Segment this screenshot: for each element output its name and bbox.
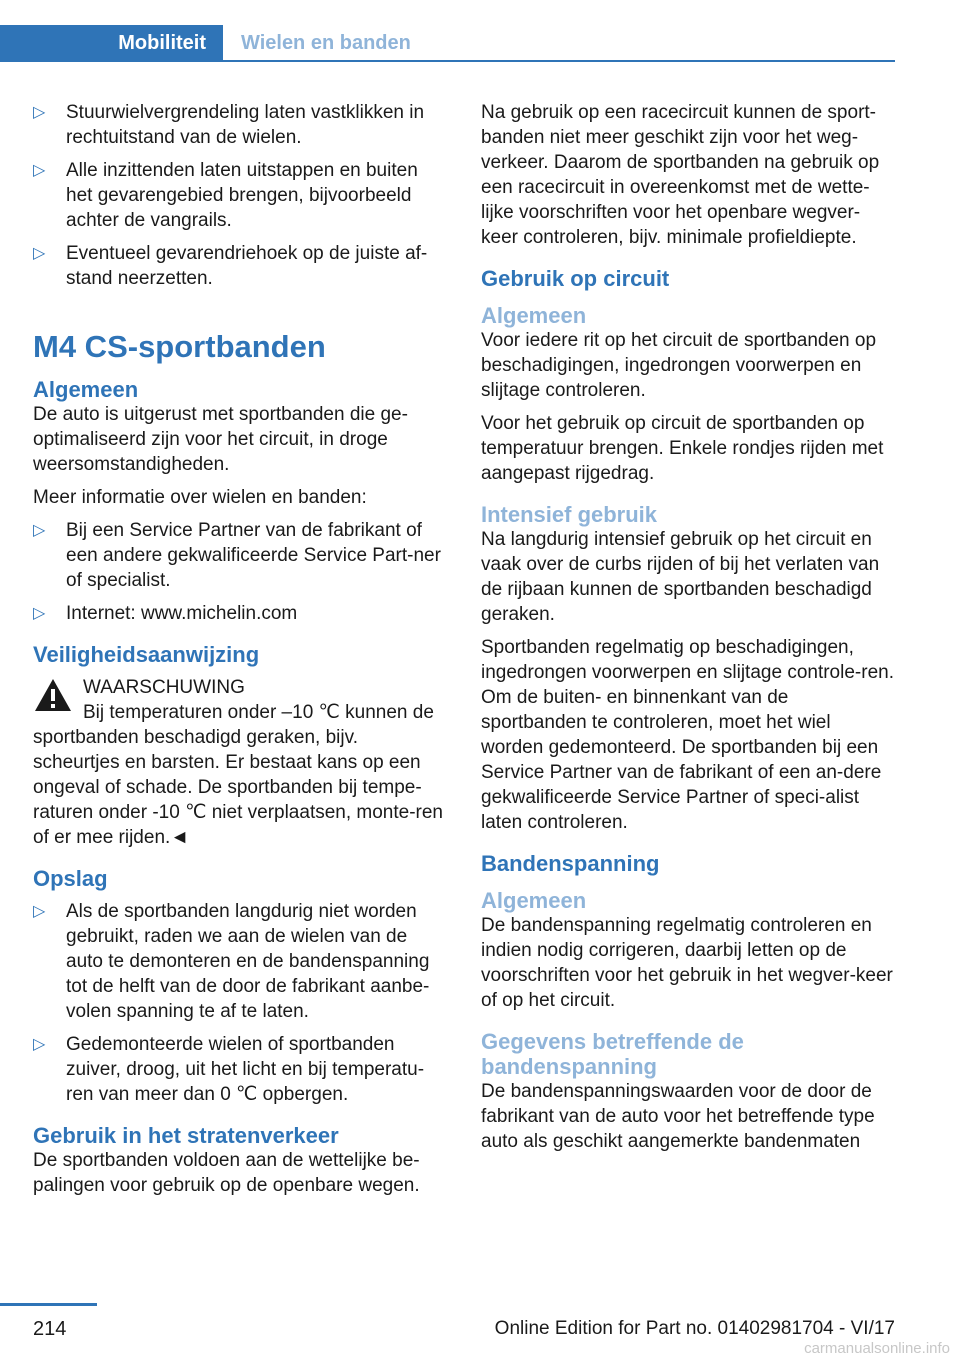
header-divider bbox=[0, 60, 895, 62]
opslag-heading: Opslag bbox=[33, 866, 108, 891]
intensief-text-1: Na langdurig intensief gebruik op het circuit en vaak over de curbs rijden of bij het verlaten van de rijbaan kunnen de sportbanden beschadigd geraken. bbox=[481, 529, 880, 625]
stratenverkeer-heading: Gebruik in het stratenverkeer bbox=[33, 1123, 339, 1148]
list-item: ▷ Stuurwielvergrendeling laten vastklikken in rechtuitstand van de wielen. bbox=[33, 100, 448, 150]
list-item: ▷ Eventueel gevarendriehoek op de juiste af‐stand neerzetten. bbox=[33, 241, 448, 291]
circuit-algemeen-text-1: Voor iedere rit op het circuit de sportbanden op beschadigingen, ingedrongen voorwerpen en slijtage controleren. bbox=[481, 330, 877, 401]
warning-text: Bij temperaturen onder –10 ℃ kunnen de sportbanden beschadigd geraken, bijv. scheurtjes en barsten. Er bestaat kans op een ongeval of schade. De sportbanden bij tempe‐raturen onder -10 ℃ niet verplaatsen, monte‐ren of er mee rijden.◄ bbox=[33, 702, 444, 848]
list-item: ▷ Internet: www.michelin.com bbox=[33, 601, 448, 626]
circuit-algemeen-heading: Algemeen bbox=[481, 303, 587, 328]
gegevens-text: De bandenspanningswaarden voor de door de fabrikant van de auto voor het betreffende type auto als geschikt aangemerkte bandenmaten bbox=[481, 1081, 875, 1152]
page-number: 214 bbox=[33, 1318, 67, 1340]
meer-info-text: Meer informatie over wielen en banden: bbox=[33, 487, 367, 508]
page-header bbox=[0, 0, 960, 62]
intro-text: Na gebruik op een racecircuit kunnen de sport‐banden niet meer geschikt zijn voor het weg‐verkeer. Daarom de sportbanden na gebruik op een racecircuit in overeenkomst met de wette‐lijke voorschriften voor het openbare wegver‐keer controleren, bijv. minimale profieldiepte. bbox=[481, 102, 880, 248]
footer-divider bbox=[0, 1303, 97, 1306]
intensief-heading: Intensief gebruik bbox=[481, 502, 658, 527]
edition-text: Online Edition for Part no. 01402981704 - VI/17 bbox=[494, 1318, 895, 1339]
watermark: carmanualsonline.info bbox=[804, 1340, 950, 1357]
info-bullet-list bbox=[33, 518, 448, 626]
bandenspanning-heading: Bandenspanning bbox=[481, 851, 660, 876]
opslag-bullet-list bbox=[33, 899, 448, 1107]
section-title: M4 CS-sportbanden bbox=[33, 329, 326, 364]
stratenverkeer-text: De sportbanden voldoen aan de wettelijke be‐palingen voor gebruik op de openbare wegen. bbox=[33, 1150, 420, 1196]
warning-triangle-icon bbox=[33, 677, 73, 713]
intensief-text-2: Sportbanden regelmatig op beschadigingen, ingedrongen voorwerpen en slijtage controle‐ren. Om de buiten- en binnenkant van de sportbanden te controleren, moet het wiel worden gedemonteerd. De sportbanden bij een Service Partner van de fabrikant of een an‐dere gekwalificeerde Service Partner of speci‐alist laten controleren. bbox=[481, 637, 894, 833]
algemeen-heading: Algemeen bbox=[33, 377, 139, 402]
list-item: ▷ Gedemonteerde wielen of sportbanden zuiver, droog, uit het licht en bij temperatu‐ren van meer dan 0 ℃ opbergen. bbox=[33, 1032, 448, 1107]
veiligheid-heading: Veiligheidsaanwijzing bbox=[33, 642, 260, 667]
tab-wielen-en-banden[interactable]: Wielen en banden bbox=[241, 31, 411, 54]
list-item: ▷ Als de sportbanden langdurig niet worden gebruikt, raden we aan de wielen van de auto te demonteren en de bandenspanning tot de helft van de door de fabrikant aanbe‐volen spanning te af te laten. bbox=[33, 899, 448, 1024]
tab-mobiliteit[interactable]: Mobiliteit bbox=[0, 25, 223, 61]
list-item: ▷ Bij een Service Partner van de fabrikant of een andere gekwalificeerde Service Part‐ner of specialist. bbox=[33, 518, 448, 593]
warning-label: WAARSCHUWING bbox=[83, 677, 245, 698]
right-column bbox=[481, 100, 895, 1162]
warning-block bbox=[33, 675, 448, 850]
list-item: ▷ Alle inzittenden laten uitstappen en buiten het gevarengebied brengen, bijvoorbeeld achter de vangrails. bbox=[33, 158, 448, 233]
top-bullet-list bbox=[33, 100, 448, 291]
algemeen-text: De auto is uitgerust met sportbanden die ge‐optimaliseerd zijn voor het circuit, in droge weersomstandigheden. bbox=[33, 404, 408, 475]
circuit-heading: Gebruik op circuit bbox=[481, 266, 670, 291]
bandenspanning-algemeen-heading: Algemeen bbox=[481, 888, 587, 913]
bandenspanning-algemeen-text: De bandenspanning regelmatig controleren en indien nodig corrigeren, daarbij letten op de voorschriften voor het gebruik in het wegver‐keer of op het circuit. bbox=[481, 915, 893, 1011]
left-column bbox=[33, 100, 448, 1206]
circuit-algemeen-text-2: Voor het gebruik op circuit de sportbanden op temperatuur brengen. Enkele rondjes rijden met aangepast rijgedrag. bbox=[481, 413, 884, 484]
gegevens-heading: Gegevens betreffende de bandenspanning bbox=[481, 1029, 744, 1079]
